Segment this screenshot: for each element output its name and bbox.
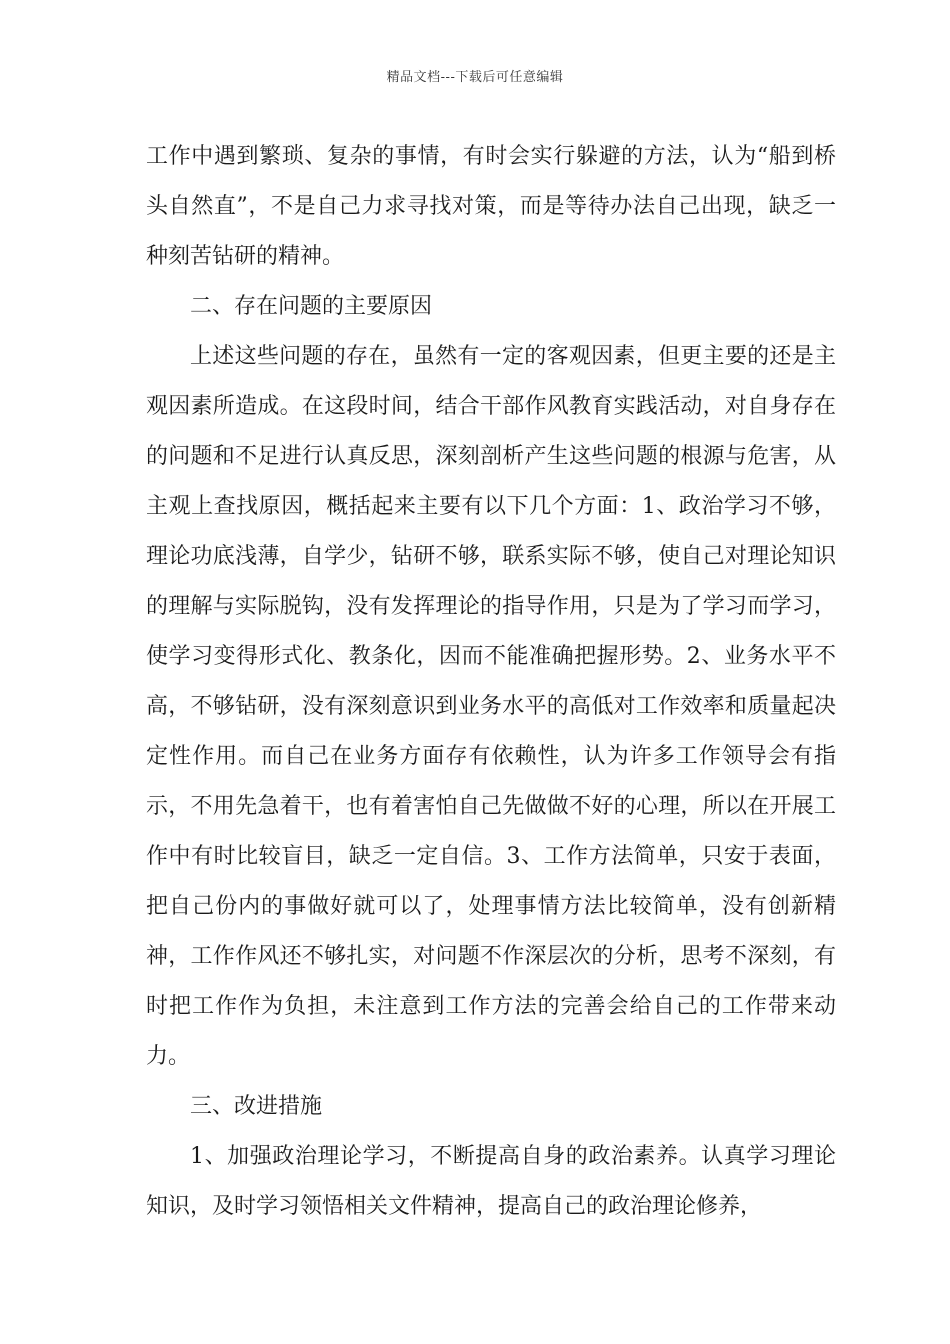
paragraph-causes: 上述这些问题的存在，虽然有一定的客观因素，但更主要的还是主观因素所造成。在这段时间，结合干部作风教育实践活动，对自身存在的问题和不足进行认真反思，深刻剖析产生这些问题的根源与危害，从主观上查找原因，概括起来主要有以下几个方面：1、政治学习不够，理论功底浅薄，自学少，钻研不够，联系实际不够，使自己对理论知识的理解与实际脱钩，没有发挥理论的指导作用，只是为了学习而学习，使学习变得形式化、教条化，因而不能准确把握形势。2、业务水平不高，不够钻研，没有深刻意识到业务水平的高低对工作效率和质量起决定性作用。而自己在业务方面存有依赖性，认为许多工作领导会有指示，不用先急着干，也有着害怕自己先做做不好的心理，所以在开展工作中有时比较盲目，缺乏一定自信。3、工作方法简单，只安于表面，把自己份内的事做好就可以了，处理事情方法比较简单，没有创新精神，工作作风还不够扎实，对问题不作深层次的分析，思考不深刻，有时把工作作为负担，未注意到工作方法的完善会给自己的工作带来动力。 xyxy=(146,344,836,1069)
document-body xyxy=(146,132,836,1232)
paragraph-measures: 1、加强政治理论学习，不断提高自身的政治素养。认真学习理论知识，及时学习领悟相关文件精神，提高自己的政治理论修养， xyxy=(146,1144,836,1219)
page-header: 精品文档---下载后可任意编辑 xyxy=(386,70,564,85)
paragraph-continuation: 工作中遇到繁琐、复杂的事情，有时会实行躲避的方法，认为“船到桥头自然直”，不是自己力求寻找对策，而是等待办法自己出现，缺乏一种刻苦钻研的精神。 xyxy=(146,144,836,269)
section-heading-causes: 二、存在问题的主要原因 xyxy=(190,294,433,319)
section-heading-measures: 三、改进措施 xyxy=(190,1094,323,1119)
